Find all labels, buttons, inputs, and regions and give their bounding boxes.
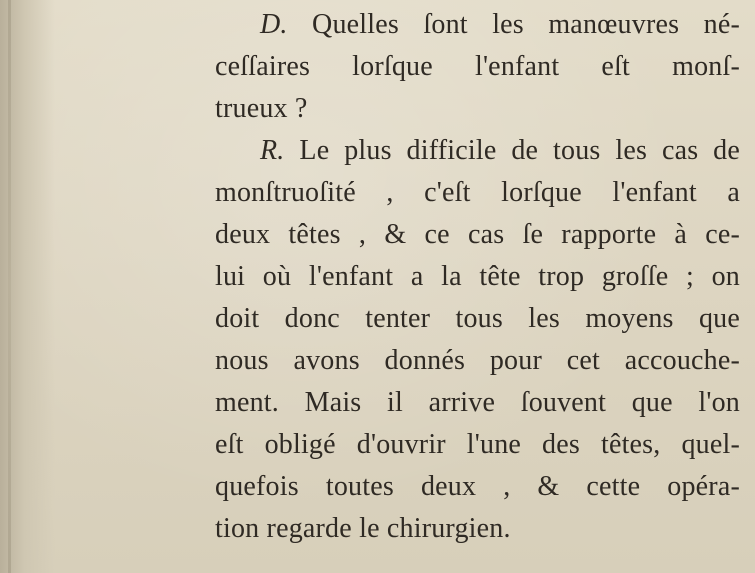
answer-line-10: tion regarde le chirurgien.: [215, 513, 511, 544]
answer-line-1: [215, 130, 740, 172]
answer-line-2: monſtruoſité , c'eſt lorſque l'enfant a: [215, 177, 740, 208]
question-marker: D.: [260, 9, 288, 40]
page-gutter-edge: [8, 0, 11, 573]
answer-line-4: lui où l'enfant a la tête trop groſſe ; on: [215, 261, 740, 292]
answer-line-8: eſt obligé d'ouvrir l'une des têtes, quel-: [215, 429, 740, 460]
question-text: Quelles ſont les manœuvres né-: [287, 9, 740, 40]
answer-line-5: doit donc tenter tous les moyens que: [215, 303, 740, 334]
question-line-1: [215, 4, 740, 46]
answer-line-6: nous avons donnés pour cet accouche-: [215, 345, 740, 376]
question-line-2: ceſſaires lorſque l'enfant eſt monſ-: [215, 51, 740, 82]
text-block: [215, 4, 740, 550]
answer-line-9: quefois toutes deux , & cette opéra-: [215, 471, 740, 502]
answer-marker: R.: [260, 135, 285, 166]
answer-line-3: deux têtes , & ce cas ſe rapporte à ce-: [215, 219, 740, 250]
answer-text: Le plus difficile de tous les cas de: [284, 135, 740, 166]
question-line-3: trueux ?: [215, 93, 308, 124]
answer-line-7: ment. Mais il arrive ſouvent que l'on: [215, 387, 740, 418]
